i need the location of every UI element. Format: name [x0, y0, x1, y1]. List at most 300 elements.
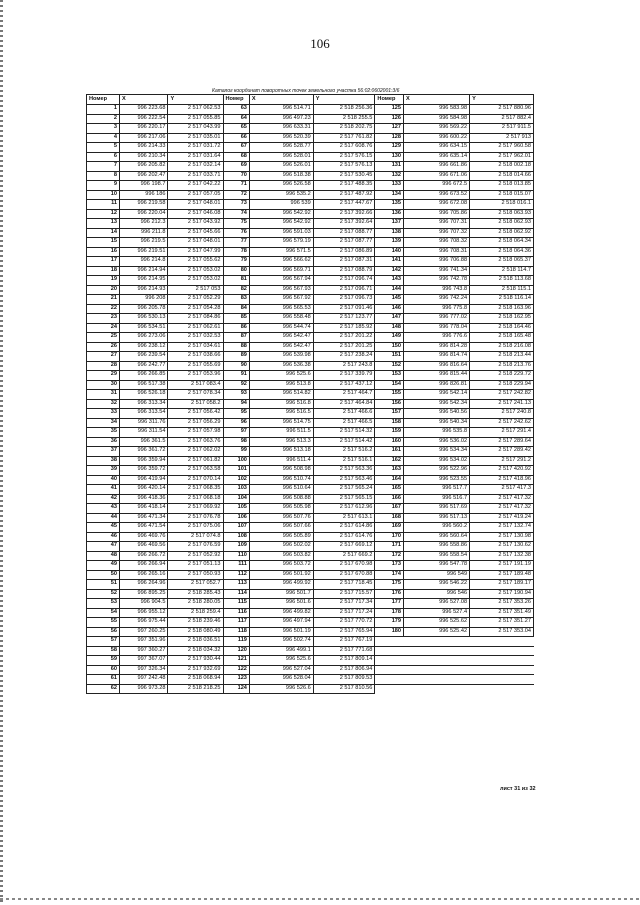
x-coordinate-cell: 996 542.47: [249, 342, 313, 352]
x-coordinate-cell: 996 499.92: [249, 580, 313, 590]
empty-cell: [404, 665, 470, 675]
x-coordinate-cell: 996 497.23: [249, 114, 313, 124]
x-coordinate-cell: 996 508.88: [249, 494, 313, 504]
y-coordinate-cell: 2 517 062.53: [168, 105, 223, 115]
x-coordinate-cell: 996 528.01: [249, 152, 313, 162]
point-number-cell: 68: [223, 152, 249, 162]
point-number-cell: 126: [375, 114, 404, 124]
x-coordinate-cell: 996 542.34: [404, 399, 470, 409]
x-coordinate-cell: 996 517.69: [404, 504, 470, 514]
point-number-cell: 67: [223, 143, 249, 153]
y-coordinate-cell: 2 517 880.96: [470, 105, 534, 115]
y-coordinate-cell: 2 517 058.2: [168, 399, 223, 409]
y-coordinate-cell: 2 517 715.57: [313, 589, 375, 599]
y-coordinate-cell: 2 517 132.74: [470, 523, 534, 533]
column-header: X: [120, 95, 168, 105]
table-row: [87, 684, 534, 694]
x-coordinate-cell: 997 242.48: [120, 675, 168, 685]
point-number-cell: 77: [223, 238, 249, 248]
point-number-cell: 71: [223, 181, 249, 191]
x-coordinate-cell: 996 219.58: [120, 200, 168, 210]
point-number-cell: 133: [375, 181, 404, 191]
point-number-cell: 132: [375, 171, 404, 181]
point-number-cell: 37: [87, 447, 120, 457]
point-number-cell: 119: [223, 637, 249, 647]
point-number-cell: 16: [87, 247, 120, 257]
empty-cell: [404, 637, 470, 647]
y-coordinate-cell: 2 517 035.01: [168, 133, 223, 143]
x-coordinate-cell: 996 560.2: [404, 523, 470, 533]
x-coordinate-cell: 996 567.94: [249, 276, 313, 286]
y-coordinate-cell: 2 517 447.67: [313, 200, 375, 210]
x-coordinate-cell: 996 516.8: [249, 399, 313, 409]
point-number-cell: 17: [87, 257, 120, 267]
point-number-cell: 74: [223, 209, 249, 219]
point-number-cell: 112: [223, 570, 249, 580]
y-coordinate-cell: 2 518 080.49: [168, 627, 223, 637]
y-coordinate-cell: 2 517 048.01: [168, 238, 223, 248]
table-row: [87, 200, 534, 210]
x-coordinate-cell: 996 534.34: [404, 447, 470, 457]
y-coordinate-cell: 2 517 057.05: [168, 190, 223, 200]
x-coordinate-cell: 996 361.5: [120, 437, 168, 447]
x-coordinate-cell: 996 775.8: [404, 304, 470, 314]
x-coordinate-cell: 996 520.39: [249, 133, 313, 143]
y-coordinate-cell: 2 517 054.28: [168, 304, 223, 314]
empty-cell: [470, 637, 534, 647]
x-coordinate-cell: 996 311.54: [120, 428, 168, 438]
point-number-cell: 116: [223, 608, 249, 618]
table-row: [87, 494, 534, 504]
x-coordinate-cell: 996 313.54: [120, 409, 168, 419]
empty-cell: [375, 684, 404, 694]
y-coordinate-cell: 2 518 062.92: [470, 228, 534, 238]
y-coordinate-cell: 2 517 043.99: [168, 124, 223, 134]
table-row: [87, 570, 534, 580]
y-coordinate-cell: 2 517 466.6: [313, 409, 375, 419]
table-row: [87, 637, 534, 647]
x-coordinate-cell: 996 513.3: [249, 437, 313, 447]
y-coordinate-cell: 2 517 770.72: [313, 618, 375, 628]
point-number-cell: 169: [375, 523, 404, 533]
point-number-cell: 124: [223, 684, 249, 694]
y-coordinate-cell: 2 518 164.46: [470, 323, 534, 333]
column-header: Y: [168, 95, 223, 105]
x-coordinate-cell: 996 420.14: [120, 485, 168, 495]
column-header: X: [404, 95, 470, 105]
point-number-cell: 94: [223, 399, 249, 409]
y-coordinate-cell: 2 518 062.93: [470, 219, 534, 229]
y-coordinate-cell: 2 517 047.99: [168, 247, 223, 257]
point-number-cell: 22: [87, 304, 120, 314]
y-coordinate-cell: 2 517 053.96: [168, 371, 223, 381]
point-number-cell: 66: [223, 133, 249, 143]
point-number-cell: 43: [87, 504, 120, 514]
point-number-cell: 80: [223, 266, 249, 276]
x-coordinate-cell: 996 517.38: [120, 380, 168, 390]
point-number-cell: 98: [223, 437, 249, 447]
y-coordinate-cell: 2 518 213.44: [470, 352, 534, 362]
x-coordinate-cell: 996 507.76: [249, 513, 313, 523]
point-number-cell: 62: [87, 684, 120, 694]
y-coordinate-cell: 2 517 514.42: [313, 437, 375, 447]
y-coordinate-cell: 2 517 033.71: [168, 171, 223, 181]
x-coordinate-cell: 996 516.7: [404, 494, 470, 504]
y-coordinate-cell: 2 517 514.32: [313, 428, 375, 438]
point-number-cell: 145: [375, 295, 404, 305]
point-number-cell: 1: [87, 105, 120, 115]
x-coordinate-cell: 996 220.17: [120, 124, 168, 134]
y-coordinate-cell: 2 517 061.82: [168, 456, 223, 466]
y-coordinate-cell: 2 518 213.76: [470, 361, 534, 371]
empty-cell: [404, 675, 470, 685]
point-number-cell: 100: [223, 456, 249, 466]
x-coordinate-cell: 996 418.14: [120, 504, 168, 514]
page-number: 106: [310, 36, 330, 51]
x-coordinate-cell: 996 505.89: [249, 532, 313, 542]
point-number-cell: 10: [87, 190, 120, 200]
table-row: [87, 276, 534, 286]
point-number-cell: 139: [375, 238, 404, 248]
y-coordinate-cell: 2 517 417.3: [470, 485, 534, 495]
x-coordinate-cell: 996 214.8: [120, 257, 168, 267]
x-coordinate-cell: 996 815.44: [404, 371, 470, 381]
point-number-cell: 96: [223, 418, 249, 428]
table-body: [87, 105, 534, 694]
y-coordinate-cell: 2 517 291.2: [470, 456, 534, 466]
x-coordinate-cell: 996 513.8: [249, 380, 313, 390]
table-row: [87, 342, 534, 352]
point-number-cell: 11: [87, 200, 120, 210]
x-coordinate-cell: 996 219.5: [120, 238, 168, 248]
x-coordinate-cell: 996 526.58: [249, 181, 313, 191]
point-number-cell: 82: [223, 285, 249, 295]
point-number-cell: 79: [223, 257, 249, 267]
x-coordinate-cell: 996 503.72: [249, 561, 313, 571]
point-number-cell: 76: [223, 228, 249, 238]
point-number-cell: 180: [375, 627, 404, 637]
empty-cell: [404, 684, 470, 694]
y-coordinate-cell: 2 517 189.48: [470, 570, 534, 580]
y-coordinate-cell: 2 517 353.04: [470, 627, 534, 637]
table-row: [87, 418, 534, 428]
point-number-cell: 104: [223, 494, 249, 504]
x-coordinate-cell: 996 672.08: [404, 200, 470, 210]
y-coordinate-cell: 2 517 487.92: [313, 190, 375, 200]
table-row: [87, 561, 534, 571]
point-number-cell: 170: [375, 532, 404, 542]
x-coordinate-cell: 996 518.38: [249, 171, 313, 181]
x-coordinate-cell: 996 975.44: [120, 618, 168, 628]
table-row: [87, 665, 534, 675]
point-number-cell: 171: [375, 542, 404, 552]
x-coordinate-cell: 997 351.96: [120, 637, 168, 647]
x-coordinate-cell: 996 525.42: [404, 627, 470, 637]
point-number-cell: 179: [375, 618, 404, 628]
x-coordinate-cell: 996 535.8: [404, 428, 470, 438]
y-coordinate-cell: 2 517 201.25: [313, 342, 375, 352]
table-row: [87, 456, 534, 466]
y-coordinate-cell: 2 518 114.7: [470, 266, 534, 276]
x-coordinate-cell: 996 525.6: [249, 656, 313, 666]
x-coordinate-cell: 996 778.04: [404, 323, 470, 333]
point-number-cell: 78: [223, 247, 249, 257]
x-coordinate-cell: 996 566.62: [249, 257, 313, 267]
column-header: Y: [313, 95, 375, 105]
y-coordinate-cell: 2 517 563.46: [313, 475, 375, 485]
y-coordinate-cell: 2 517 096.71: [313, 285, 375, 295]
x-coordinate-cell: 996 558.54: [404, 551, 470, 561]
y-coordinate-cell: 2 518 165.48: [470, 333, 534, 343]
table-row: [87, 133, 534, 143]
x-coordinate-cell: 996 567.93: [249, 285, 313, 295]
point-number-cell: 143: [375, 276, 404, 286]
y-coordinate-cell: 2 517 055.62: [168, 257, 223, 267]
x-coordinate-cell: 996 895.25: [120, 589, 168, 599]
coordinates-table: [86, 94, 534, 694]
y-coordinate-cell: 2 517 670.98: [313, 561, 375, 571]
x-coordinate-cell: 996 222.54: [120, 114, 168, 124]
table-row: [87, 228, 534, 238]
y-coordinate-cell: 2 517 243.8: [313, 361, 375, 371]
point-number-cell: 166: [375, 494, 404, 504]
x-coordinate-cell: 996 569.22: [404, 124, 470, 134]
x-coordinate-cell: 996 211.8: [120, 228, 168, 238]
y-coordinate-cell: 2 517 053.02: [168, 266, 223, 276]
y-coordinate-cell: 2 517 130.98: [470, 532, 534, 542]
point-number-cell: 108: [223, 532, 249, 542]
y-coordinate-cell: 2 517 670.88: [313, 570, 375, 580]
y-coordinate-cell: 2 517 613.1: [313, 513, 375, 523]
point-number-cell: 12: [87, 209, 120, 219]
y-coordinate-cell: 2 517 053: [168, 285, 223, 295]
y-coordinate-cell: 2 517 132.38: [470, 551, 534, 561]
y-coordinate-cell: 2 518 285.43: [168, 589, 223, 599]
x-coordinate-cell: 996 516.5: [249, 409, 313, 419]
point-number-cell: 135: [375, 200, 404, 210]
y-coordinate-cell: 2 518 162.95: [470, 314, 534, 324]
table-row: [87, 162, 534, 172]
y-coordinate-cell: 2 517 530.45: [313, 171, 375, 181]
x-coordinate-cell: 996 671.06: [404, 171, 470, 181]
table-row: [87, 475, 534, 485]
point-number-cell: 45: [87, 523, 120, 533]
x-coordinate-cell: 996 527.4: [404, 608, 470, 618]
sheet-footer: лист 31 из 32: [500, 786, 536, 792]
y-coordinate-cell: 2 517 075.06: [168, 523, 223, 533]
point-number-cell: 84: [223, 304, 249, 314]
x-coordinate-cell: 996 501.92: [249, 570, 313, 580]
y-coordinate-cell: 2 517 339.79: [313, 371, 375, 381]
x-coordinate-cell: 996 514.75: [249, 418, 313, 428]
y-coordinate-cell: 2 517 084.86: [168, 314, 223, 324]
x-coordinate-cell: 996 208: [120, 295, 168, 305]
x-coordinate-cell: 996 633.31: [249, 124, 313, 134]
x-coordinate-cell: 996 205.82: [120, 162, 168, 172]
x-coordinate-cell: 996 266.72: [120, 551, 168, 561]
x-coordinate-cell: 996 707.32: [404, 228, 470, 238]
y-coordinate-cell: 2 517 669.2: [313, 551, 375, 561]
x-coordinate-cell: 996 514.82: [249, 390, 313, 400]
empty-cell: [375, 656, 404, 666]
point-number-cell: 25: [87, 333, 120, 343]
point-number-cell: 13: [87, 219, 120, 229]
point-number-cell: 69: [223, 162, 249, 172]
y-coordinate-cell: 2 517 068.18: [168, 494, 223, 504]
empty-cell: [470, 646, 534, 656]
y-coordinate-cell: 2 518 280.05: [168, 599, 223, 609]
column-header: X: [249, 95, 313, 105]
x-coordinate-cell: 996 510.64: [249, 485, 313, 495]
point-number-cell: 23: [87, 314, 120, 324]
table-row: [87, 656, 534, 666]
point-number-cell: 117: [223, 618, 249, 628]
point-number-cell: 118: [223, 627, 249, 637]
point-number-cell: 91: [223, 371, 249, 381]
point-number-cell: 32: [87, 399, 120, 409]
x-coordinate-cell: 996 507.66: [249, 523, 313, 533]
x-coordinate-cell: 996 469.76: [120, 532, 168, 542]
point-number-cell: 81: [223, 276, 249, 286]
table-row: [87, 580, 534, 590]
y-coordinate-cell: 2 518 065.37: [470, 257, 534, 267]
table-row: [87, 238, 534, 248]
y-coordinate-cell: 2 517 242.82: [470, 390, 534, 400]
point-number-cell: 102: [223, 475, 249, 485]
y-coordinate-cell: 2 517 464.7: [313, 390, 375, 400]
x-coordinate-cell: 996 517.7: [404, 485, 470, 495]
x-coordinate-cell: 996 583.98: [404, 105, 470, 115]
point-number-cell: 73: [223, 200, 249, 210]
y-coordinate-cell: 2 517 289.42: [470, 447, 534, 457]
x-coordinate-cell: 996 198.7: [120, 181, 168, 191]
x-coordinate-cell: 996 591.03: [249, 228, 313, 238]
y-coordinate-cell: 2 517 091.46: [313, 304, 375, 314]
y-coordinate-cell: 2 517 076.59: [168, 542, 223, 552]
point-number-cell: 110: [223, 551, 249, 561]
y-coordinate-cell: 2 517 932.69: [168, 665, 223, 675]
point-number-cell: 20: [87, 285, 120, 295]
y-coordinate-cell: 2 517 669.12: [313, 542, 375, 552]
x-coordinate-cell: 996 522.96: [404, 466, 470, 476]
point-number-cell: 173: [375, 561, 404, 571]
point-number-cell: 89: [223, 352, 249, 362]
y-coordinate-cell: 2 517 048.01: [168, 200, 223, 210]
x-coordinate-cell: 996 707.31: [404, 219, 470, 229]
y-coordinate-cell: 2 517 076.78: [168, 513, 223, 523]
y-coordinate-cell: 2 517 087.31: [313, 257, 375, 267]
point-number-cell: 164: [375, 475, 404, 485]
y-coordinate-cell: 2 517 516.2: [313, 447, 375, 457]
table-row: [87, 532, 534, 542]
y-coordinate-cell: 2 517 034.61: [168, 342, 223, 352]
y-coordinate-cell: 2 517 913: [470, 133, 534, 143]
empty-cell: [470, 665, 534, 675]
y-coordinate-cell: 2 517 068.35: [168, 485, 223, 495]
y-coordinate-cell: 2 517 464.84: [313, 399, 375, 409]
point-number-cell: 51: [87, 580, 120, 590]
x-coordinate-cell: 996 530.13: [120, 314, 168, 324]
point-number-cell: 92: [223, 380, 249, 390]
x-coordinate-cell: 996 539.98: [249, 352, 313, 362]
x-coordinate-cell: 996 186: [120, 190, 168, 200]
y-coordinate-cell: 2 517 392.66: [313, 209, 375, 219]
y-coordinate-cell: 2 517 614.86: [313, 523, 375, 533]
y-coordinate-cell: 2 517 031.72: [168, 143, 223, 153]
x-coordinate-cell: 996 205.78: [120, 304, 168, 314]
table-row: [87, 447, 534, 457]
x-coordinate-cell: 996 528.04: [249, 675, 313, 685]
x-coordinate-cell: 996 539: [249, 200, 313, 210]
y-coordinate-cell: 2 517 417.32: [470, 494, 534, 504]
point-number-cell: 40: [87, 475, 120, 485]
point-number-cell: 167: [375, 504, 404, 514]
y-coordinate-cell: 2 518 064.34: [470, 238, 534, 248]
x-coordinate-cell: 997 367.07: [120, 656, 168, 666]
point-number-cell: 147: [375, 314, 404, 324]
y-coordinate-cell: 2 517 418.96: [470, 475, 534, 485]
point-number-cell: 134: [375, 190, 404, 200]
y-coordinate-cell: 2 517 241.13: [470, 399, 534, 409]
y-coordinate-cell: 2 517 201.22: [313, 333, 375, 343]
x-coordinate-cell: 996 546: [404, 589, 470, 599]
y-coordinate-cell: 2 517 052.29: [168, 295, 223, 305]
x-coordinate-cell: 996 544.74: [249, 323, 313, 333]
point-number-cell: 129: [375, 143, 404, 153]
x-coordinate-cell: 996 672.5: [404, 181, 470, 191]
x-coordinate-cell: 996 212.3: [120, 219, 168, 229]
y-coordinate-cell: 2 517 096.73: [313, 295, 375, 305]
y-coordinate-cell: 2 517 437.12: [313, 380, 375, 390]
point-number-cell: 50: [87, 570, 120, 580]
point-number-cell: 127: [375, 124, 404, 134]
point-number-cell: 6: [87, 152, 120, 162]
table-row: [87, 390, 534, 400]
y-coordinate-cell: 2 518 034.32: [168, 646, 223, 656]
empty-cell: [470, 675, 534, 685]
point-number-cell: 115: [223, 599, 249, 609]
empty-cell: [375, 665, 404, 675]
y-coordinate-cell: 2 517 088.79: [313, 266, 375, 276]
empty-cell: [470, 656, 534, 666]
y-coordinate-cell: 2 518 163.96: [470, 304, 534, 314]
x-coordinate-cell: 996 565.53: [249, 304, 313, 314]
point-number-cell: 148: [375, 323, 404, 333]
table-row: [87, 219, 534, 229]
y-coordinate-cell: 2 517 051.13: [168, 561, 223, 571]
point-number-cell: 75: [223, 219, 249, 229]
point-number-cell: 41: [87, 485, 120, 495]
y-coordinate-cell: 2 517 765.94: [313, 627, 375, 637]
empty-cell: [404, 646, 470, 656]
table-row: [87, 124, 534, 134]
x-coordinate-cell: 996 776.6: [404, 333, 470, 343]
y-coordinate-cell: 2 518 068.94: [168, 675, 223, 685]
y-coordinate-cell: 2 518 013.85: [470, 181, 534, 191]
x-coordinate-cell: 996 673.52: [404, 190, 470, 200]
y-coordinate-cell: 2 517 612.96: [313, 504, 375, 514]
y-coordinate-cell: 2 518 063.93: [470, 209, 534, 219]
x-coordinate-cell: 996 359.72: [120, 466, 168, 476]
point-number-cell: 44: [87, 513, 120, 523]
y-coordinate-cell: 2 518 015.07: [470, 190, 534, 200]
point-number-cell: 36: [87, 437, 120, 447]
point-number-cell: 5: [87, 143, 120, 153]
x-coordinate-cell: 996 558.86: [404, 542, 470, 552]
point-number-cell: 144: [375, 285, 404, 295]
table-row: [87, 323, 534, 333]
scan-edge-bottom: [0, 898, 640, 900]
